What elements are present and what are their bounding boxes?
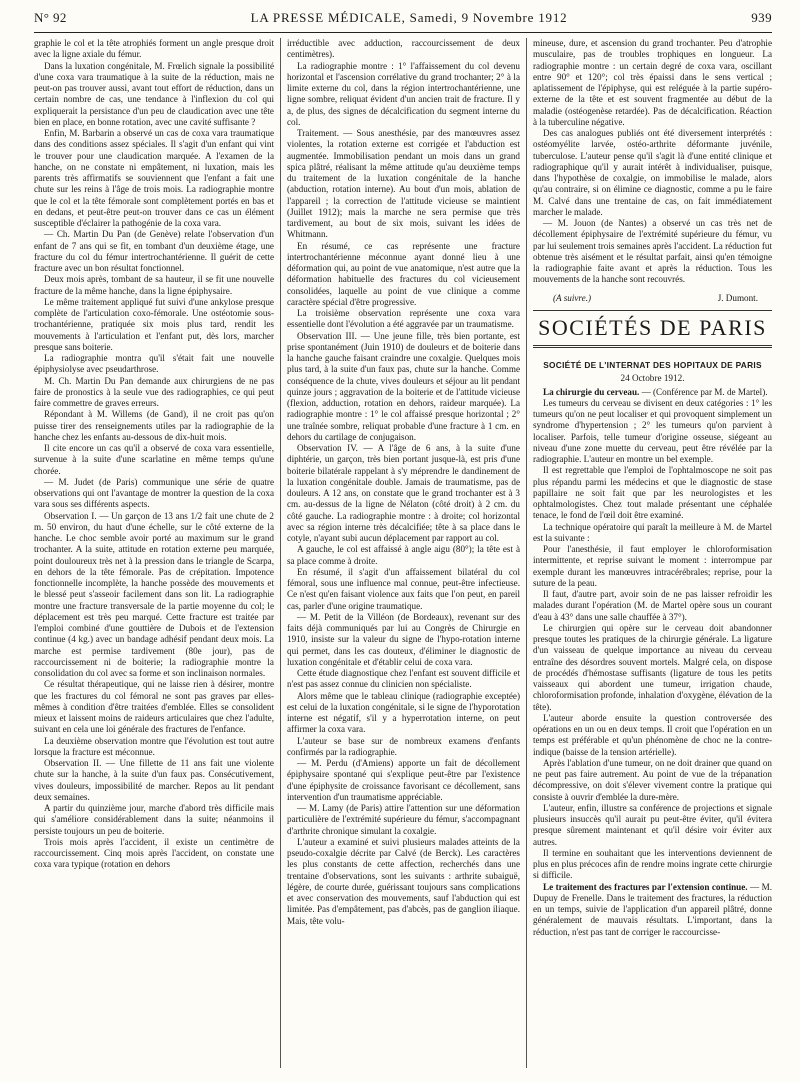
paragraph: En résumé, il s'agit d'un affaissement bilatéral du col fémoral, sous une influence mal connue, peut-être infectieuse. Ce n'est qu'en faisant violence aux faits que l'on peut, en pareil cas, parler d'une origine traumatique. <box>287 566 520 611</box>
paragraph: En résumé, ce cas représente une fracture intertrochantérienne méconnue ayant donné lieu à une déformation qui, au point de vue anatomique, n'est autre que la déformation habituelle des fractures du col vicieusement consolidées, laquelle au point de vue clinique a comme caractère spécial d'être progressive. <box>287 240 520 307</box>
paragraph: La chirurgie du cerveau. — (Conférence par M. de Martel). <box>543 386 768 397</box>
report-subheading: Le traitement des fractures par l'extension continue. <box>543 881 748 892</box>
author-signature: J. Dumont. <box>717 292 758 303</box>
paragraph: — Ch. Martin Du Pan (de Genève) relate l'observation d'un enfant de 7 ans qui se fit, en tombant d'un deuxième étage, une fracture du col du fémur intertrochantérienne. Il guérit de cette fracture avec un bon résultat fonctionnel. <box>34 229 274 273</box>
paragraph: Il termine en souhaitant que les interventions deviennent de plus en plus précoces afin de rendre moins ingrate cette chirurgie si difficile. <box>533 847 772 881</box>
paragraph: Le traitement des fractures par l'extension continue. — M. Dupuy de Frenelle. Dans le traitement des fractures, la réduction en un temps, suivie de l'application d'un appareil plâtré, donne généralement de mauvais résultats. L'important, dans la réduction, n'est pas tant de corriger le raccourcisse- <box>533 881 772 937</box>
paragraph: Observation IV. — A l'âge de 6 ans, à la suite d'une diphtérie, un garçon, très bien portant jusque-là, est pris d'une boiterie bilatérale rappelant à s'y méprendre le dandinement de la luxation congénitale double. Jamais de traumatisme, pas de douleurs. A 12 ans, on constate que le grand trochanter est à 3 cm. au-dessus de la ligne de Nélaton (côté droit) à 2 cm. du côté gauche. La radiographie montre : à droite; col horizontal avec sa région interne très décalcifiée; tête à sa place dans le cotyle, n'ayant subi aucun déplacement par rapport au col. <box>287 443 520 543</box>
society-title: SOCIÉTÉ DE L'INTERNAT DES HOPITAUX DE PARIS <box>543 359 762 370</box>
paragraph: — M. Lamy (de Paris) attire l'attention sur une déformation particulière de l'extrémité supérieure du fémur, s'accompagnant d'arthrite chronique simulant la coxalgie. <box>287 803 520 836</box>
to-be-continued: (A suivre.) <box>553 292 592 303</box>
paragraph: — M. Petit de la Villéon (de Bordeaux), revenant sur des faits déjà communiqués par lui au Congrès de Chirurgie en 1910, insiste sur la valeur du signe de l'hypo-rotation interne qui permet, dans les cas douteux, d'éliminer le diagnostic de luxation congénitale et d'établir celui de coxa vara. <box>287 611 520 667</box>
issue-number: N° 92 <box>34 10 67 25</box>
section-rule-top <box>533 310 772 311</box>
session-date: 24 Octobre 1912. <box>620 372 685 383</box>
paragraph: Trois mois après l'accident, il existe un centimètre de raccourcissement. Cinq mois après l'accident, on constate une coxa vara typique (rotation en dehors <box>34 836 274 870</box>
paragraph: Le même traitement appliqué fut suivi d'une ankylose presque complète de l'articulation coxo-fémorale. Une ostéotomie sous-trochantérienne, pratiquée six mois plus tard, rendit les mouvements à l'articulation et l'enfant put, dès lors, marcher presque sans boiterie. <box>34 296 274 352</box>
column-1 <box>34 38 280 1068</box>
paragraph: M. Ch. Martin Du Pan demande aux chirurgiens de ne pas faire de pronostics à la seule vue des radiographies, ce qui peut faire commettre de graves erreurs. <box>34 375 274 408</box>
paragraph: — M. Perdu (d'Amiens) apporte un fait de décollement épiphysaire spontané qui s'explique peut-être par l'existence d'une épiphysite de croissance favorisant ce décollement, sans intervention d'un traumatisme appréciable. <box>287 758 520 802</box>
paragraph: — M. Judet (de Paris) communique une série de quatre observations qui ont l'avantage de montrer la question de la coxa vara sous ses différents aspects. <box>34 476 274 510</box>
society-report <box>533 387 772 938</box>
paragraph: Il est regrettable que l'emploi de l'ophtalmoscope ne soit pas plus répandu parmi les médecins et que le diagnostic de stase papillaire ne soit fait que par les neurologistes et les ophtalmologistes. Chez tout malade présentant une céphalée tenace, le fond de l'œil doit être examiné. <box>533 465 772 521</box>
paragraph: La radiographie montra qu'il s'était fait une nouvelle épiphysiolyse avec pseudarthrose. <box>34 353 274 375</box>
paragraph: Observation II. — Une fillette de 11 ans fait une violente chute sur la hanche, à la suite d'un faux pas. Consécutivement, vives douleurs, impossibilité de marcher. Repos au lit pendant deux semaines. <box>34 758 274 802</box>
paragraph: Pour l'anesthésie, il faut employer le chloroformisation intermittente, et reprise suivant le moment : interrompue par exemple durant les manœuvres intracérébrales; reprise, pour la suture de la peau. <box>533 544 772 588</box>
paragraph: L'auteur, enfin, illustre sa conférence de projections et signale plusieurs insuccès qu'il aurait pu peut-être éviter, qu'il évitera presque sûrement maintenant et qu'il désire voir éviter aux autres. <box>533 802 772 847</box>
report-subheading: La chirurgie du cerveau. <box>543 386 640 397</box>
paragraph: mineuse, dure, et ascension du grand trochanter. Peu d'atrophie musculaire, pas de troubles trophiques en longueur. La radiographie montre : un certain degré de coxa vara, oscillant entre 90° et 120°; col très épaissi dans le sens vertical ; aplatissement de l'épiphyse, qui est reléguée à la partie supéro-externe de la tête et est souvent fragmentée au début de la maladie (ostéogenèse retardée). Pas de décalcification. Réaction à la tuberculine négative. <box>533 38 772 127</box>
paragraph: Il cite encore un cas qu'il a observé de coxa vara essentielle, survenue à la suite d'une scarlatine en même temps qu'une chorée. <box>34 443 274 476</box>
paragraph: L'auteur aborde ensuite la question controversée des opérations en un ou en deux temps. Il croit que l'opération en un temps est préférable et qu'un phénomène de choc ne la contre-indique (baisse de la tension artérielle). <box>533 712 772 757</box>
journal-title: LA PRESSE MÉDICALE, Samedi, 9 Novembre 1912 <box>250 10 568 25</box>
paragraph: Dans la luxation congénitale, M. Frœlich signale la possibilité d'une coxa vara traumatique à la suite de la réduction, mais ne peut-on pas trouver aussi, avant tout effort de réduction, dans un certain nombre de cas, une tendance à l'inflexion du col qui expliquerait la persistance d'un peu de claudication avec une tête bien en place, en bonne rotation, avec une cavité suffisante ? <box>34 60 274 127</box>
column-2 <box>280 38 526 1068</box>
paragraph: A partir du quinzième jour, marche d'abord très difficile mais qui s'améliore considérablement dans la suite; néanmoins il persiste toujours un peu de boiterie. <box>34 803 274 836</box>
paragraph: Ce résultat thérapeutique, qui ne laisse rien à désirer, montre que les fractures du col fémoral ne sont pas graves par elles-mêmes à condition d'être traitées d'emblée. Elles se consolident mieux et laissent moins de raideurs articulaires que chez l'adulte, suivant en cela une loi générale des fractures de l'enfance. <box>34 679 274 735</box>
header-rule <box>34 32 772 33</box>
paragraph: Alors même que le tableau clinique (radiographie exceptée) est celui de la luxation congénitale, si le signe de l'hyporotation interne est négatif, s'il y a hyperrotation interne, on peut affirmer la coxa vara. <box>287 690 520 735</box>
paragraph: Des cas analogues publiés ont été diversement interprétés : ostéomyélite larvée, ostéo-arthrite déformante juvénile, tuberculose. L'auteur pense qu'il s'agit là d'une entité clinique et radiographique qu'il y aurait intérêt à individualiser, puisque, dans l'hypothèse de coxalgie, on immobilise le malade, alors qu'au contraire, si on élimine ce diagnostic, comme a pu le faire M. Calvé dans une trentaine de cas, on fait immédiatement marcher le malade. <box>533 128 772 217</box>
paragraph: Le chirurgien qui opère sur le cerveau doit abandonner presque toutes les pratiques de la chirurgie générale. La ligature d'un vaisseau de quelque importance au niveau du cerveau entraîne des désordres souvent mortels. Malgré cela, on dispose de procédés d'hémostase suffisants (ligature de tous les petits vaisseaux qui abordent une tumeur, irrigation chaude, chloroformisation profonde, inhalation d'oxygène, élévation de la tête). <box>533 622 772 712</box>
paragraph: La deuxième observation montre que l'évolution est tout autre lorsque la fracture est méconnue. <box>34 735 274 757</box>
paragraph: — M. Jouon (de Nantes) a observé un cas très net de décollement épiphysaire de l'extrémité supérieure du fémur, vu par lui seulement trois semaines après l'accident. La réduction fut obtenue très aisément et le résultat parfait, ainsi qu'en témoigne la radiographie faite avant et après la réduction. Tous les mouvements de la hanche sont recouvrés. <box>533 218 772 285</box>
paragraph: La troisième observation représente une coxa vara essentielle dont l'évolution a été aggravée par un traumatisme. <box>287 308 520 330</box>
paragraph: Répondant à M. Willems (de Gand), il ne croit pas qu'on puisse tirer des renseignements utiles par la radiographie de la hanche chez les enfants au-dessous de dix-huit mois. <box>34 409 274 442</box>
paragraph: Il faut, d'autre part, avoir soin de ne pas laisser refroidir les malades durant l'opération (M. de Martel opère sous un courant d'eau à 43° dans une salle chauffée à 37°). <box>533 589 772 622</box>
paragraph: A gauche, le col est affaissé à angle aigu (80°); la tête est à sa place comme à droite. <box>287 544 520 566</box>
paragraph: irréductible avec adduction, raccourcissement de deux centimètres). <box>287 38 520 60</box>
paragraph: La technique opératoire qui paraît la meilleure à M. de Martel est la suivante : <box>533 521 772 543</box>
column-3-continued-article <box>533 38 772 286</box>
paragraph: L'auteur se base sur de nombreux examens d'enfants confirmés par la radiographie. <box>287 735 520 757</box>
folio-number: 939 <box>751 10 772 25</box>
column-3 <box>526 38 772 1068</box>
paragraph: graphie le col et la tête atrophiés forment un angle presque droit avec la ligne axiale du fémur. <box>34 38 274 60</box>
paragraph: L'auteur a examiné et suivi plusieurs malades atteints de la pseudo-coxalgie décrite par Calvé (de Berck). Les caractères les plus constants de cette affection, recherchés dans une trentaine d'observations, sont les suivants : arthrite subaiguë, légère, de courte durée, guérissant toujours sans complications et avec conservation des mouvements, sauf l'abduction qui est limitée. Pas d'empâtement, pas d'abcès, pas de ganglion iliaque. Mais, tête volu- <box>287 836 520 926</box>
article-columns <box>34 38 772 1068</box>
article-signoff <box>533 292 772 304</box>
paragraph: Cette étude diagnostique chez l'enfant est souvent difficile et n'est pas assez connue du clinicien non spécialiste. <box>287 668 520 690</box>
paragraph: Enfin, M. Barbarin a observé un cas de coxa vara traumatique dans des conditions assez spéciales. Il s'agit d'un enfant qui vint le trouver pour une claudication marquée. A l'examen de la hanche, on ne constate ni empâtement, ni luxation, mais les parents très affirmatifs se souviennent que l'enfant a fait une chute sur les reins à l'âge de trois mois. La radiographie montre que le col et la tête fémorale sont complètement portés en bas et en dedans, et peut-être peut-on trouver dans ce cas un élément susceptible d'éclairer la pathogénie de la coxa vara. <box>34 128 274 228</box>
paragraph: La radiographie montre : 1° l'affaissement du col devenu horizontal et l'ascension corrélative du grand trochanter; 2° à la limite externe du col, dans la région intertrochantérienne, une ligne sombre, reliquat évident d'un ancien trait de fracture. Il y a, de plus, des signes de décalcification du segment interne du col. <box>287 60 520 127</box>
running-head <box>34 10 772 30</box>
section-title: SOCIÉTÉS DE PARIS <box>538 314 767 340</box>
paragraph: Observation III. — Une jeune fille, très bien portante, est prise spontanément (Juin 1910) de douleurs et de boiterie dans la hanche gauche faisant craindre une coxalgie. Quelques mois plus tard, à la suite d'un faux pas, chute sur la hanche. Comme conséquence de la chute, vives douleurs et séjour au lit pendant quinze jours ; aggravation de la boiterie et de l'attitude vicieuse (flexion, adduction, rotation en dehors, raideur marquée). La radiographie montre : 1° le col affaissé presque horizontal ; 2° une traînée sombre, reliquat probable d'une fracture à 1 cm. en dehors du cartilage de conjugaison. <box>287 330 520 442</box>
paragraph: Deux mois après, tombant de sa hauteur, il se fit une nouvelle fracture de la même hanche, dans la ligne épiphysaire. <box>34 274 274 296</box>
paragraph: Après l'ablation d'une tumeur, on ne doit drainer que quand on ne peut pas faire autrement. Au point de vue de la trépanation décompressive, on doit s'élever vivement contre la pratique qui consiste à ouvrir d'emblée la dure-mère. <box>533 757 772 802</box>
section-rule-bottom <box>533 345 772 348</box>
paragraph: Les tumeurs du cerveau se divisent en deux catégories : 1° les tumeurs qu'on ne peut localiser et qui provoquent simplement un syndrome d'hypertension ; 2° les tumeurs qu'on parvient à localiser. Parfois, telle tumeur d'origine osseuse, siégeant au niveau d'une zone muette du cerveau, peut être révélée par la radiographie. L'auteur en montre un bel exemple. <box>533 397 772 464</box>
paragraph: Traitement. — Sous anesthésie, par des manœuvres assez violentes, la rotation externe est corrigée et l'abduction est augmentée. Immobilisation pendant un mois dans un grand spica plâtré, réalisant la même attitude qu'au deuxième temps du traitement de la luxation congénitale de la hanche (abduction, rotation interne). Au bout d'un mois, ablation de l'appareil ; la correction de l'attitude vicieuse se maintient (Juillet 1912); mais la marche ne sera permise que très tardivement, au bout de six mois, suivant les idées de Whitmann. <box>287 128 520 240</box>
paragraph: Observation I. — Un garçon de 13 ans 1/2 fait une chute de 2 m. 50 environ, du haut d'une échelle, sur le côté externe de la hanche. Le choc semble avoir porté au maximum sur le grand trochanter. A la suite, attitude en rotation externe peu marquée, point douloureux très net à la pression dans le triangle de Scarpa, en dehors de la tête fémorale. Pas de crépitation. Impotence fonctionnelle incomplète, la hanche possède des mouvements et le blessé peut s'asseoir facilement dans son lit. La radiographie montre une fracture transversale de la partie moyenne du col; le déplacement est très peu marqué. Cette fracture est traitée par l'emploi combiné d'une gouttière de Dubois et de l'extension continue (4 kg.) avec un bandage adhésif pendant deux mois. La marche est permise tardivement (80e jour), pas de raccourcissement ni de boiterie; la radiographie montre la consolidation du col avec sa forme et son inclinaison normales. <box>34 510 274 678</box>
